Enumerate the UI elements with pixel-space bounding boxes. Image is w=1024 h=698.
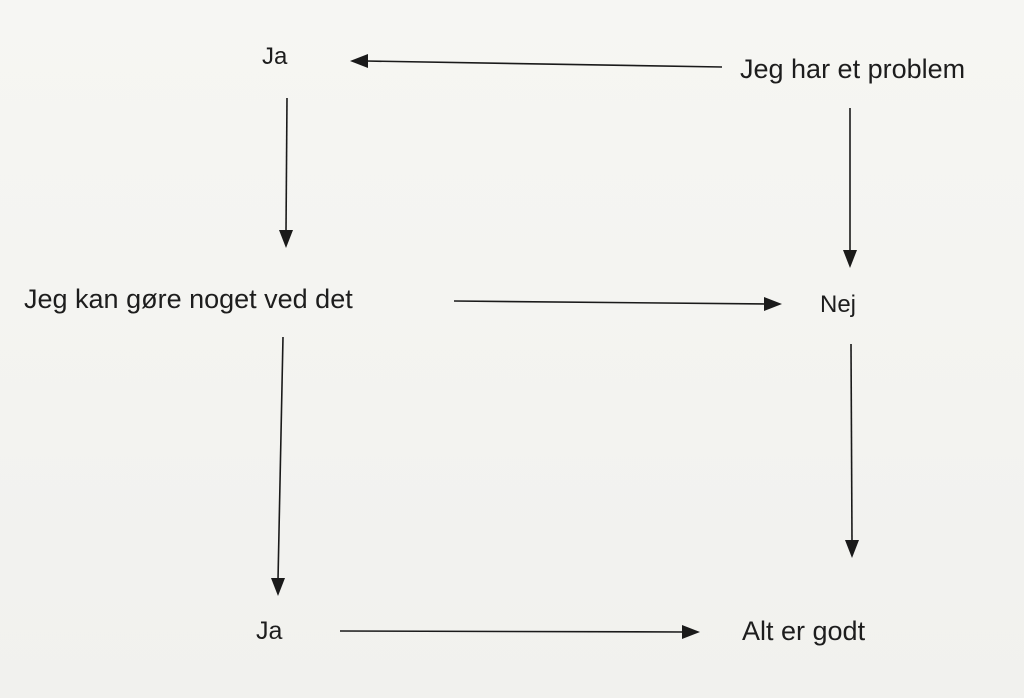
node-can-do: Jeg kan gøre noget ved det — [24, 284, 353, 314]
arrow-can-do-to-ja-bottom — [271, 337, 285, 596]
arrow-ja-top-to-can-do — [279, 98, 293, 248]
node-ja-bottom: Ja — [256, 617, 283, 645]
node-problem: Jeg har et problem — [740, 54, 966, 84]
node-ja-top: Ja — [262, 43, 288, 70]
arrow-problem-to-nej — [843, 108, 857, 268]
arrow-can-do-to-nej — [454, 297, 782, 311]
arrow-ja-bottom-to-all-good — [340, 625, 700, 639]
node-all-good: Alt er godt — [742, 616, 866, 646]
node-nej: Nej — [820, 291, 857, 318]
arrow-problem-to-ja-top — [350, 54, 722, 68]
arrow-nej-to-all-good — [845, 344, 859, 558]
